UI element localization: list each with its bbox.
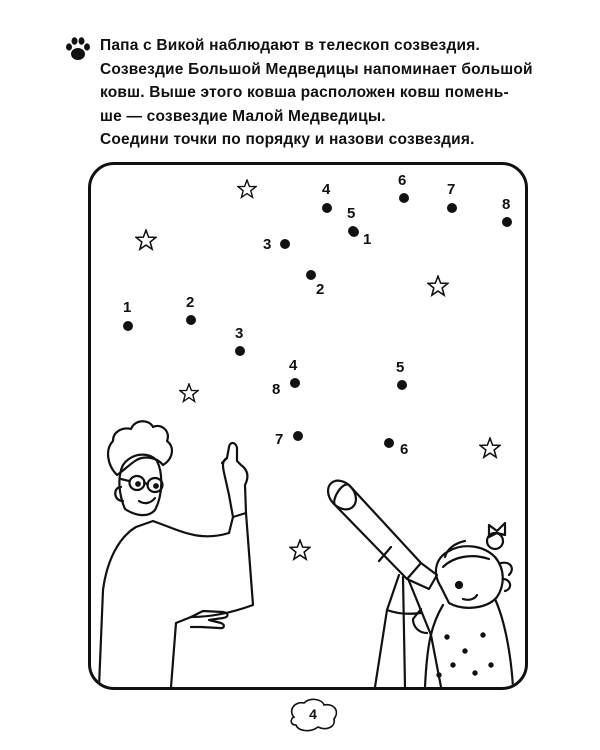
dot-number: 6 [398,172,407,189]
instructions-text [100,34,560,152]
constellation-dot [186,315,196,325]
sky-frame [88,162,528,690]
dot-number: 3 [235,325,244,342]
star-icon [427,275,449,297]
constellation-dot [235,346,245,356]
girl-figure [413,523,513,687]
constellation-dot [306,270,316,280]
star-icon [135,229,157,251]
star-icon [479,437,501,459]
dad-figure [99,421,253,687]
dot-number: 1 [123,299,132,316]
page-number: 4 [309,706,317,722]
constellation-dot [290,378,300,388]
dot-number: 5 [347,205,356,222]
constellation-dot [502,217,512,227]
constellation-dot [349,227,359,237]
dot-number: 3 [263,236,272,253]
dot-number: 8 [272,381,281,398]
constellation-dot [384,438,394,448]
constellation-dot [123,321,133,331]
instruction-line: Соедини точки по порядку и назови созвездия. [100,131,475,148]
constellation-dot [322,203,332,213]
instruction-line: Созвездие Большой Медведицы напоминает большой [100,60,533,78]
star-icon [289,539,311,561]
dot-number: 4 [322,181,331,198]
dot-number: 6 [400,441,409,458]
dot-number: 2 [316,281,325,298]
dot-number: 7 [275,431,284,448]
dot-number: 1 [363,231,372,248]
telescope-figure [322,475,441,687]
constellation-dot [447,203,457,213]
instruction-line: Папа с Викой наблюдают в телескоп созвездия. [100,37,480,54]
dot-number: 8 [502,196,511,213]
paw-print-icon [64,36,92,62]
instruction-line: ковш. Выше этого ковша расположен ковш помень- [100,84,509,101]
star-icon [179,383,199,403]
instruction-line: ше — созвездие Малой Медведицы. [100,107,386,125]
constellation-dot [397,380,407,390]
dot-number: 4 [289,357,298,374]
constellation-dot [293,431,303,441]
star-icon [237,179,257,199]
dot-number: 2 [186,294,195,311]
constellation-dot [399,193,409,203]
dot-number: 7 [447,181,456,198]
dot-number: 5 [396,359,405,376]
constellation-dot [280,239,290,249]
page-number-badge [286,697,340,733]
